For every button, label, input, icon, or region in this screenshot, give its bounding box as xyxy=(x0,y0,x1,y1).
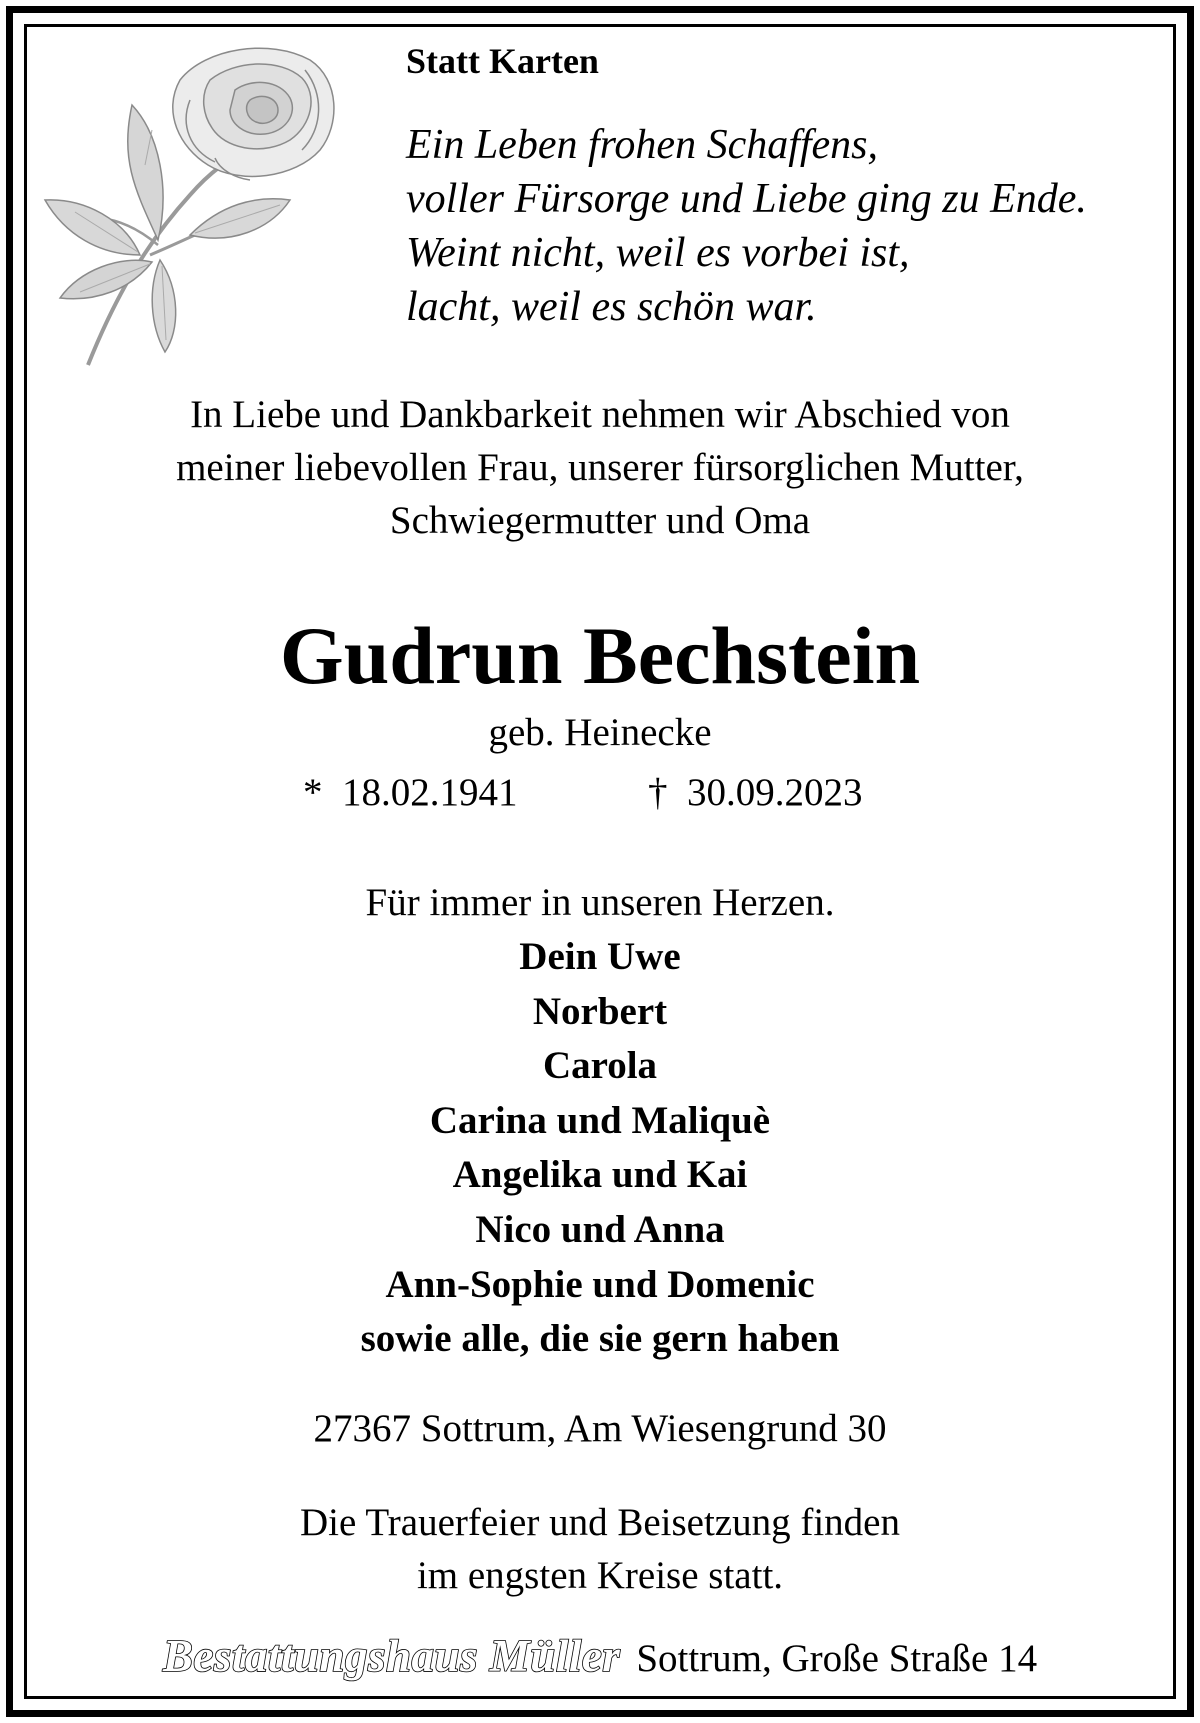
mourner-name: Nico und Anna xyxy=(475,1207,725,1251)
poem-line: Weint nicht, weil es vorbei ist, xyxy=(406,230,910,276)
intro-line: In Liebe und Dankbarkeit nehmen wir Abschied von xyxy=(190,393,1010,436)
mourner-name: Norbert xyxy=(532,989,668,1033)
death-date-value: 30.09.2023 xyxy=(687,771,863,814)
poem-line: Ein Leben frohen Schaffens, xyxy=(406,122,879,168)
mourner-name: Ann-Sophie und Domenic xyxy=(385,1262,815,1306)
poem-line: lacht, weil es schön war. xyxy=(406,284,817,330)
ceremony-line: Die Trauerfeier und Beisetzung finden xyxy=(299,1501,900,1544)
mourner-name: Carina und Maliquè xyxy=(429,1098,771,1142)
intro-text xyxy=(0,388,1200,547)
deceased-name: Gudrun Bechstein xyxy=(279,610,921,701)
birth-date xyxy=(303,768,518,818)
footer xyxy=(0,1630,1200,1682)
mourner-name: Angelika und Kai xyxy=(452,1153,748,1197)
undertaker-address: Sottrum, Große Straße 14 xyxy=(636,1637,1038,1680)
mourner-name: sowie alle, die sie gern haben xyxy=(360,1317,840,1361)
intro-line: meiner liebevollen Frau, unserer fürsorglichen Mutter, xyxy=(176,446,1024,489)
death-symbol: † xyxy=(648,771,668,814)
rose-icon xyxy=(40,40,370,370)
mourner-name: Dein Uwe xyxy=(519,935,681,978)
undertaker-name: Bestattungshaus Müller xyxy=(162,1631,621,1681)
maiden-name: geb. Heinecke xyxy=(488,711,712,754)
mourner-name: Carola xyxy=(542,1044,658,1088)
poem-line: voller Fürsorge und Liebe ging zu Ende. xyxy=(406,176,1087,222)
header-note: Statt Karten xyxy=(406,41,599,81)
death-date xyxy=(648,768,863,818)
family-address: 27367 Sottrum, Am Wiesengrund 30 xyxy=(313,1407,887,1450)
ceremony-note xyxy=(0,1496,1200,1602)
poem xyxy=(406,118,1087,334)
birth-date-value: 18.02.1941 xyxy=(342,771,518,814)
motto: Für immer in unseren Herzen. xyxy=(365,881,835,924)
ceremony-line: im engsten Kreise statt. xyxy=(416,1554,784,1597)
birth-symbol: * xyxy=(303,771,323,814)
mourners-list xyxy=(0,930,1200,1367)
intro-line: Schwiegermutter und Oma xyxy=(389,499,811,542)
